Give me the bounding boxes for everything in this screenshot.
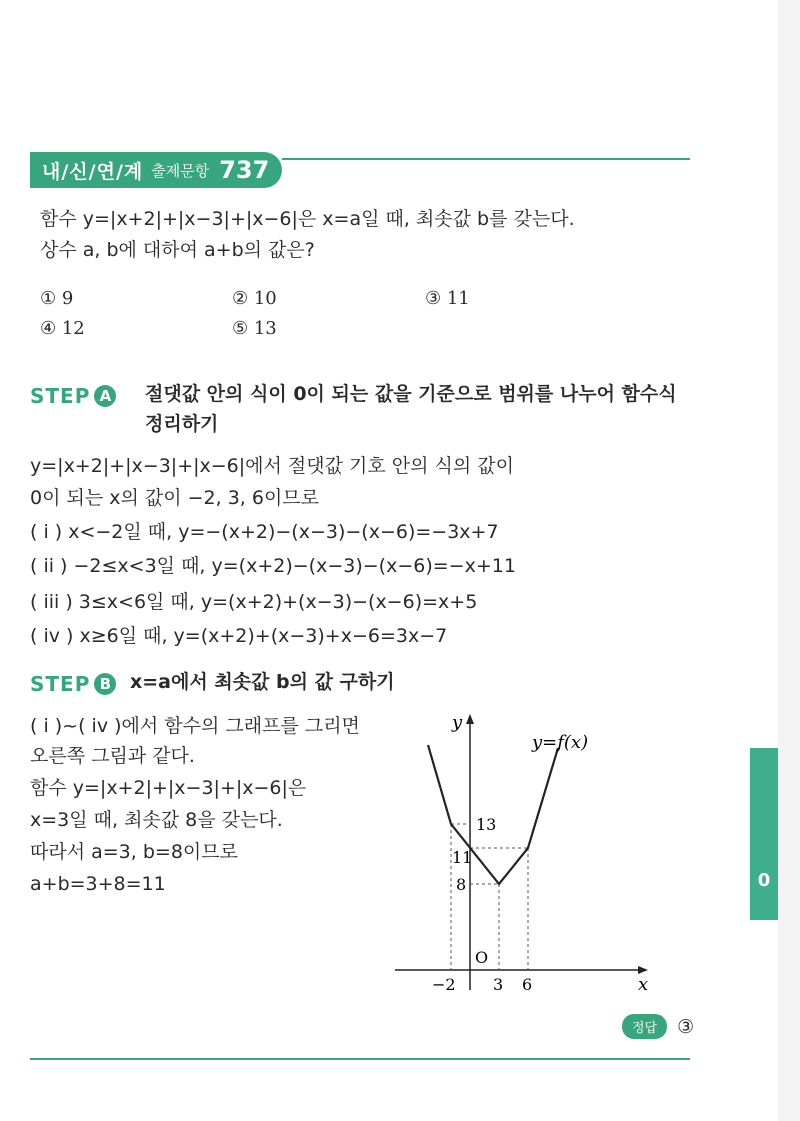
choice-1[interactable]: ① 9	[40, 288, 74, 309]
answer-value: ③	[677, 1015, 695, 1038]
header-divider	[282, 158, 690, 160]
step-b-badge: B	[94, 673, 116, 695]
x-axis-label: x	[638, 974, 649, 995]
side-chapter-tab-text: 0	[757, 870, 771, 891]
choice-5[interactable]: ⑤ 13	[232, 318, 277, 339]
choice-4[interactable]: ④ 12	[40, 318, 85, 339]
step-b-line-6: a+b=3+8=11	[30, 873, 166, 895]
side-chapter-tab	[750, 748, 778, 920]
function-label: y=f(x)	[532, 732, 589, 753]
y-axis-label: y	[452, 712, 463, 733]
step-a-case-3: ( iii ) 3≤x<6일 때, y=(x+2)+(x−3)−(x−6)=x+5	[30, 591, 478, 613]
x-tick-3: 3	[493, 975, 504, 994]
problem-number: 737	[219, 156, 270, 184]
step-b-title: x=a에서 최솟값 b의 값 구하기	[130, 671, 395, 693]
problem-line-2: 상수 a, b에 대하여 a+b의 값은?	[40, 239, 315, 261]
origin-label: O	[475, 948, 489, 967]
step-a-badge: A	[94, 385, 116, 407]
step-a-case-4: ( iv ) x≥6일 때, y=(x+2)+(x−3)+x−6=3x−7	[30, 625, 448, 647]
answer-label: 정답	[622, 1014, 667, 1039]
step-a-case-1: ( i ) x<−2일 때, y=−(x+2)−(x−3)−(x−6)=−3x+7	[30, 521, 499, 543]
function-graph	[380, 700, 680, 1000]
y-tick-11: 11	[452, 848, 473, 867]
header-subtitle: 출제문항	[151, 161, 210, 180]
x-tick-neg2: −2	[432, 975, 456, 994]
step-b-line-3: 함수 y=|x+2|+|x−3|+|x−6|은	[30, 777, 307, 799]
problem-line-1: 함수 y=|x+2|+|x−3|+|x−6|은 x=a일 때, 최솟값 b를 갖는다.	[40, 208, 575, 230]
x-axis-arrow-icon	[638, 966, 648, 974]
problem-header-banner	[30, 152, 282, 188]
bottom-divider	[30, 1058, 690, 1060]
step-a-title-1: 절댓값 안의 식이 0이 되는 값을 기준으로 범위를 나누어 함수식	[145, 383, 677, 405]
step-a-title-2: 정리하기	[145, 413, 219, 435]
y-tick-8: 8	[456, 875, 467, 894]
step-a-heading	[30, 384, 116, 408]
step-a-line-1: y=|x+2|+|x−3|+|x−6|에서 절댓값 기호 안의 식의 값이	[30, 455, 514, 477]
step-b-word: STEP	[30, 672, 91, 696]
choice-3[interactable]: ③ 11	[425, 288, 470, 309]
x-tick-6: 6	[522, 975, 533, 994]
choice-2[interactable]: ② 10	[232, 288, 277, 309]
step-b-line-1: ( i )~( iv )에서 함수의 그래프를 그리면	[30, 715, 360, 737]
answer-box	[622, 1014, 694, 1039]
step-b-heading	[30, 672, 116, 696]
step-b-line-4: x=3일 때, 최솟값 8을 갖는다.	[30, 809, 283, 831]
step-a-line-2: 0이 되는 x의 값이 −2, 3, 6이므로	[30, 487, 320, 509]
y-axis-arrow-icon	[466, 714, 474, 724]
y-tick-13: 13	[476, 815, 497, 834]
step-a-case-2: ( ii ) −2≤x<3일 때, y=(x+2)−(x−3)−(x−6)=−x+11	[30, 555, 516, 577]
step-b-line-2: 오른쪽 그림과 같다.	[30, 745, 195, 767]
header-tag: 내/신/연/계	[42, 160, 144, 183]
page-edge	[778, 0, 800, 1121]
step-b-line-5: 따라서 a=3, b=8이므로	[30, 841, 238, 863]
step-a-word: STEP	[30, 384, 91, 408]
